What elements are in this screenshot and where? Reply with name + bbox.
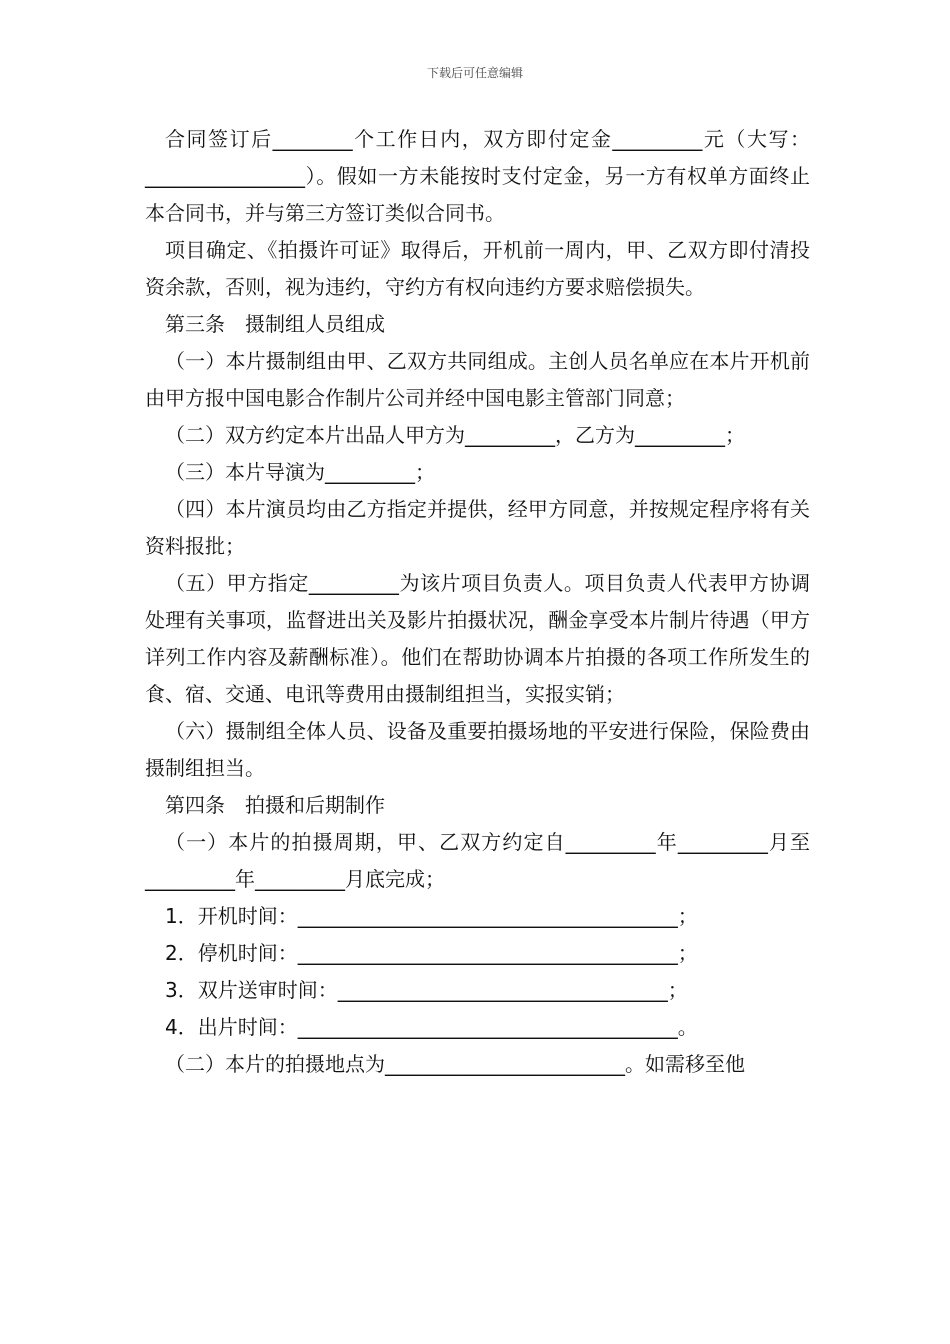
schedule-item-4: 4．出片时间：______________________________________。 xyxy=(165,1015,698,1039)
article-four-heading: 第四条 拍摄和后期制作 xyxy=(165,793,385,817)
clause-3-3: （三）本片导演为_________； xyxy=(165,460,435,484)
article-three-heading: 第三条 摄制组人员组成 xyxy=(165,312,385,336)
schedule-item-3: 3．双片送审时间：_________________________________； xyxy=(165,978,688,1002)
clause-3-6: （六）摄制组全体人员、设备及重要拍摄场地的平安进行保险，保险费由摄制组担当。 xyxy=(145,719,810,780)
paragraph-deposit: 合同签订后________个工作日内，双方即付定金_________元（大写：________________）。假如一方未能按时支付定金，另一方有权单方面终止本合同书，并与第三方签订类似合同书。 xyxy=(145,127,810,225)
clause-3-1: （一）本片摄制组由甲、乙双方共同组成。主创人员名单应在本片开机前由甲方报中国电影合作制片公司并经中国电影主管部门同意； xyxy=(145,349,810,410)
clause-3-5: （五）甲方指定_________为该片项目负责人。项目负责人代表甲方协调处理有关事项，监督进出关及影片拍摄状况，酬金享受本片制片待遇（甲方详列工作内容及薪酬标准）。他们在帮助协调本片拍摄的各项工作所发生的食、宿、交通、电讯等费用由摄制组担当，实报实销； xyxy=(145,571,810,706)
clause-3-4: （四）本片演员均由乙方指定并提供，经甲方同意，并按规定程序将有关资料报批； xyxy=(145,497,810,558)
document-body xyxy=(145,121,810,1083)
page-header: 下载后可任意编辑 xyxy=(426,66,523,80)
schedule-item-1: 1．开机时间：______________________________________； xyxy=(165,904,698,928)
clause-4-2: （二）本片的拍摄地点为________________________。如需移至他 xyxy=(165,1052,745,1076)
schedule-item-2: 2．停机时间：______________________________________； xyxy=(165,941,698,965)
paragraph-balance: 项目确定、《拍摄许可证》取得后，开机前一周内，甲、乙双方即付清投资余款，否则，视为违约，守约方有权向违约方要求赔偿损失。 xyxy=(145,238,810,299)
clause-4-1: （一）本片的拍摄周期，甲、乙双方约定自_________年_________月至_________年_________月底完成； xyxy=(145,830,810,891)
clause-3-2: （二）双方约定本片出品人甲方为_________，乙方为_________； xyxy=(165,423,745,447)
